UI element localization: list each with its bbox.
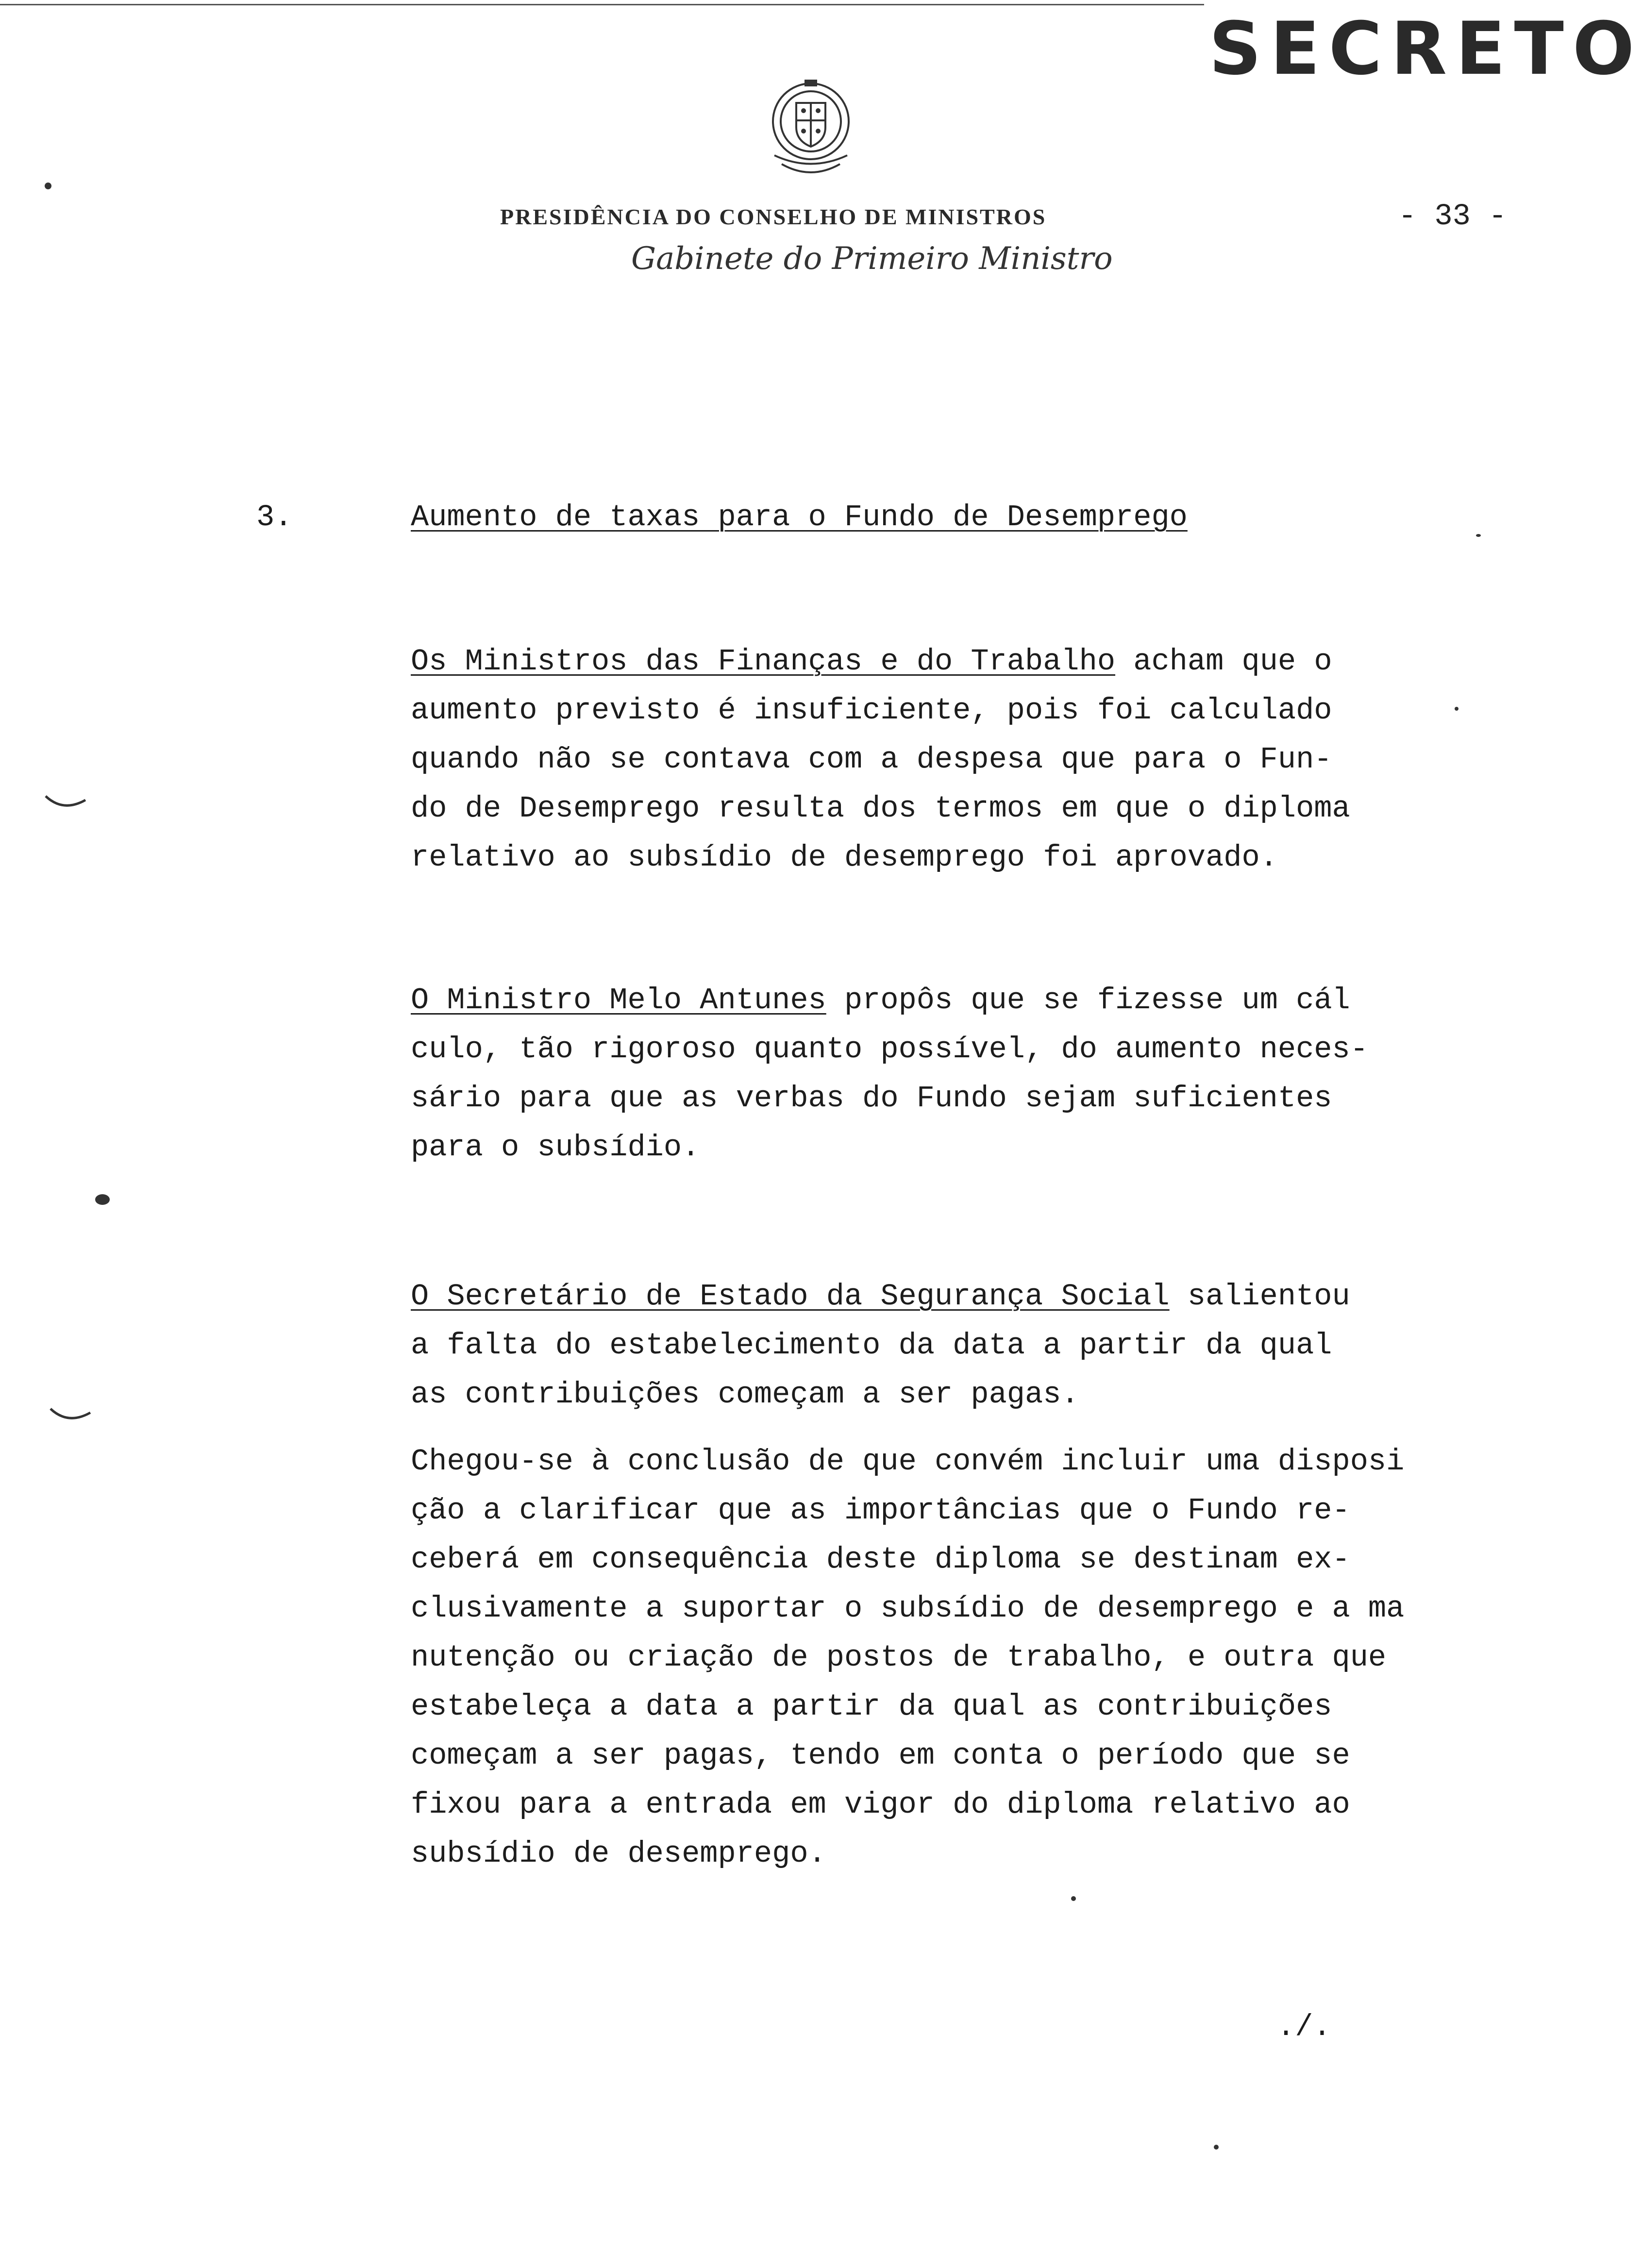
text-line bbox=[411, 1272, 1498, 1321]
line-text: começam a ser pagas, tendo em conta o período que se bbox=[411, 1738, 1350, 1773]
text-line bbox=[411, 637, 1498, 686]
margin-speck bbox=[45, 183, 51, 189]
paragraph bbox=[411, 1437, 1498, 1878]
line-text: Chegou-se à conclusão de que convém incluir uma disposi bbox=[411, 1444, 1405, 1479]
line-text: a falta do estabelecimento da data a partir da qual bbox=[411, 1328, 1332, 1363]
margin-speck bbox=[1476, 534, 1481, 537]
line-text: clusivamente a suportar o subsídio de desemprego e a ma bbox=[411, 1591, 1405, 1626]
underlined-speaker: O Ministro Melo Antunes bbox=[411, 983, 826, 1017]
line-text: aumento previsto é insuficiente, pois foi calculado bbox=[411, 693, 1332, 728]
text-line bbox=[411, 1780, 1498, 1829]
line-text: do de Desemprego resulta dos termos em que o diploma bbox=[411, 791, 1350, 826]
margin-speck bbox=[95, 1194, 110, 1205]
text-line bbox=[411, 1437, 1498, 1486]
line-text: relativo ao subsídio de desemprego foi aprovado. bbox=[411, 840, 1278, 875]
line-text: para o subsídio. bbox=[411, 1130, 700, 1165]
line-text: estabeleça a data a partir da qual as contribuições bbox=[411, 1689, 1332, 1724]
text-line bbox=[411, 686, 1498, 735]
top-rule bbox=[0, 4, 1204, 5]
text-line bbox=[411, 1829, 1498, 1878]
line-text: culo, tão rigoroso quanto possível, do aumento neces- bbox=[411, 1032, 1368, 1067]
classification-stamp: SECRETO bbox=[1209, 7, 1643, 91]
text-line bbox=[411, 1633, 1498, 1682]
margin-mark bbox=[49, 1406, 92, 1425]
text-line bbox=[411, 784, 1498, 833]
margin-speck bbox=[1455, 707, 1459, 711]
margin-speck bbox=[1071, 1896, 1076, 1901]
paragraph bbox=[411, 637, 1498, 882]
text-line bbox=[411, 735, 1498, 784]
continuation-mark: ./. bbox=[1277, 2010, 1331, 2044]
line-text: propôs que se fizesse um cál bbox=[826, 983, 1350, 1017]
line-text: sário para que as verbas do Fundo sejam suficientes bbox=[411, 1081, 1332, 1116]
page-number: - 33 - bbox=[1398, 199, 1507, 233]
text-line bbox=[411, 1025, 1498, 1074]
text-line bbox=[411, 1682, 1498, 1731]
margin-speck bbox=[1214, 2145, 1219, 2150]
underlined-speaker: Os Ministros das Finanças e do Trabalho bbox=[411, 644, 1116, 679]
text-line bbox=[411, 1486, 1498, 1535]
line-text: nutenção ou criação de postos de trabalho, e outra que bbox=[411, 1640, 1387, 1675]
coat-of-arms-emblem bbox=[755, 73, 867, 184]
line-text: acham que o bbox=[1115, 644, 1332, 679]
section-number: 3. bbox=[256, 500, 293, 534]
paragraph bbox=[411, 976, 1498, 1172]
cabinet-subtitle: Gabinete do Primeiro Ministro bbox=[631, 241, 1113, 277]
text-line bbox=[411, 1370, 1498, 1419]
text-line bbox=[411, 1321, 1498, 1370]
margin-mark bbox=[44, 793, 87, 813]
text-line bbox=[411, 833, 1498, 882]
line-text: salientou bbox=[1169, 1279, 1350, 1314]
line-text: as contribuições começam a ser pagas. bbox=[411, 1377, 1079, 1412]
line-text: fixou para a entrada em vigor do diploma relativo ao bbox=[411, 1787, 1350, 1822]
section-title: Aumento de taxas para o Fundo de Desemprego bbox=[411, 500, 1188, 534]
line-text: ceberá em consequência deste diploma se destinam ex- bbox=[411, 1542, 1350, 1577]
text-line bbox=[411, 976, 1498, 1025]
text-line bbox=[411, 1731, 1498, 1780]
text-line bbox=[411, 1584, 1498, 1633]
underlined-speaker: O Secretário de Estado da Segurança Social bbox=[411, 1279, 1170, 1314]
text-line bbox=[411, 1123, 1498, 1172]
line-text: ção a clarificar que as importâncias que o Fundo re- bbox=[411, 1493, 1350, 1528]
line-text: quando não se contava com a despesa que para o Fun- bbox=[411, 742, 1332, 777]
line-text: subsídio de desemprego. bbox=[411, 1836, 826, 1871]
text-line bbox=[411, 1535, 1498, 1584]
paragraph bbox=[411, 1272, 1498, 1419]
institution-header: PRESIDÊNCIA DO CONSELHO DE MINISTROS bbox=[500, 204, 1047, 229]
text-line bbox=[411, 1074, 1498, 1123]
